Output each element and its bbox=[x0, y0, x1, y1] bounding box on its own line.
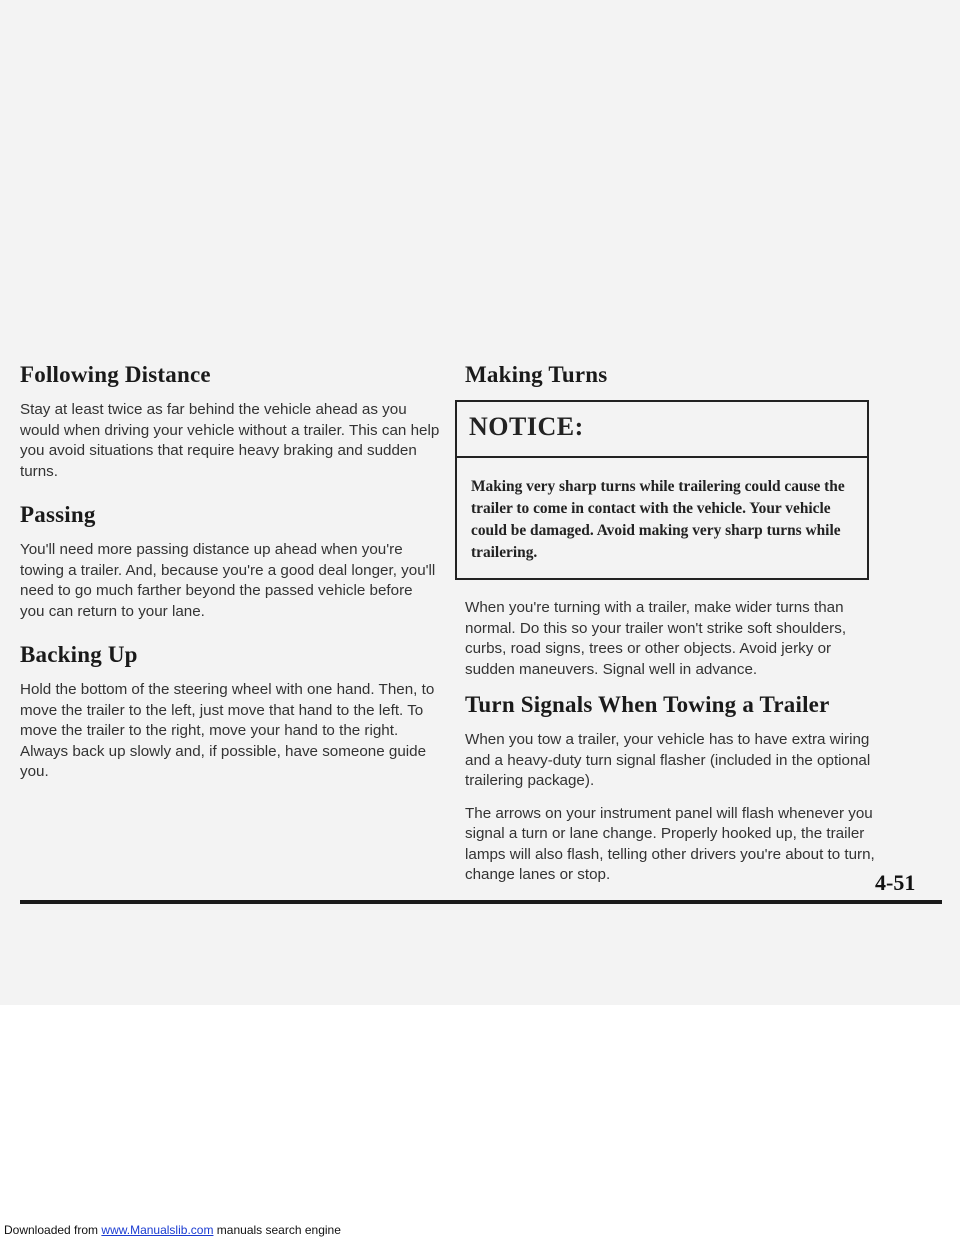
footer-suffix: manuals search engine bbox=[216, 1223, 341, 1237]
paragraph-turn-signals-2: The arrows on your instrument panel will flash whenever you signal a turn or lane change. Properly hooked up, the trailer lamps will also flash, telling other drivers you're about to turn, change lanes or stop. bbox=[465, 804, 875, 883]
manualslib-link[interactable]: www.Manualslib.com bbox=[101, 1223, 214, 1237]
notice-body: Making very sharp turns while trailering could cause the trailer to come in contact with the vehicle. Your vehicle could be damaged. Avoid making very sharp turns while trailering. bbox=[471, 478, 845, 561]
paragraph-making-turns: When you're turning with a trailer, make wider turns than normal. Do this so your trailer won't strike soft shoulders, curbs, road signs, trees or other objects. Avoid jerky or sudden maneuvers. Signal well in advance. bbox=[465, 599, 847, 678]
notice-box bbox=[455, 400, 869, 580]
download-footer bbox=[4, 1223, 341, 1237]
heading-backing-up: Backing Up bbox=[20, 642, 138, 667]
paragraph-backing-up: Hold the bottom of the steering wheel with one hand. Then, to move the trailer to the left, just move that hand to the left. To move the trailer to the right, move your hand to the right. Always back up slowly and, if possible, have someone guide you. bbox=[20, 681, 435, 780]
heading-passing: Passing bbox=[20, 502, 96, 527]
heading-turn-signals: Turn Signals When Towing a Trailer bbox=[465, 692, 830, 717]
heading-following-distance: Following Distance bbox=[20, 362, 211, 387]
heading-making-turns: Making Turns bbox=[465, 362, 608, 387]
right-column bbox=[465, 362, 875, 898]
paragraph-following-distance: Stay at least twice as far behind the vehicle ahead as you would when driving your vehicle without a trailer. This can help you avoid situations that require heavy braking and sudden turns. bbox=[20, 401, 440, 480]
footer-prefix: Downloaded from bbox=[4, 1223, 99, 1237]
footer-rule bbox=[20, 900, 942, 904]
paragraph-turn-signals-1: When you tow a trailer, your vehicle has to have extra wiring and a heavy-duty turn signal flasher (included in the optional trailering package). bbox=[465, 731, 871, 789]
notice-title: NOTICE: bbox=[457, 402, 867, 458]
page-number: 4-51 bbox=[875, 870, 916, 895]
paragraph-passing: You'll need more passing distance up ahead when you're towing a trailer. And, because you're a good deal longer, you'll need to go much farther beyond the passed vehicle before you can return to your lane. bbox=[20, 541, 436, 620]
left-column bbox=[20, 362, 440, 795]
